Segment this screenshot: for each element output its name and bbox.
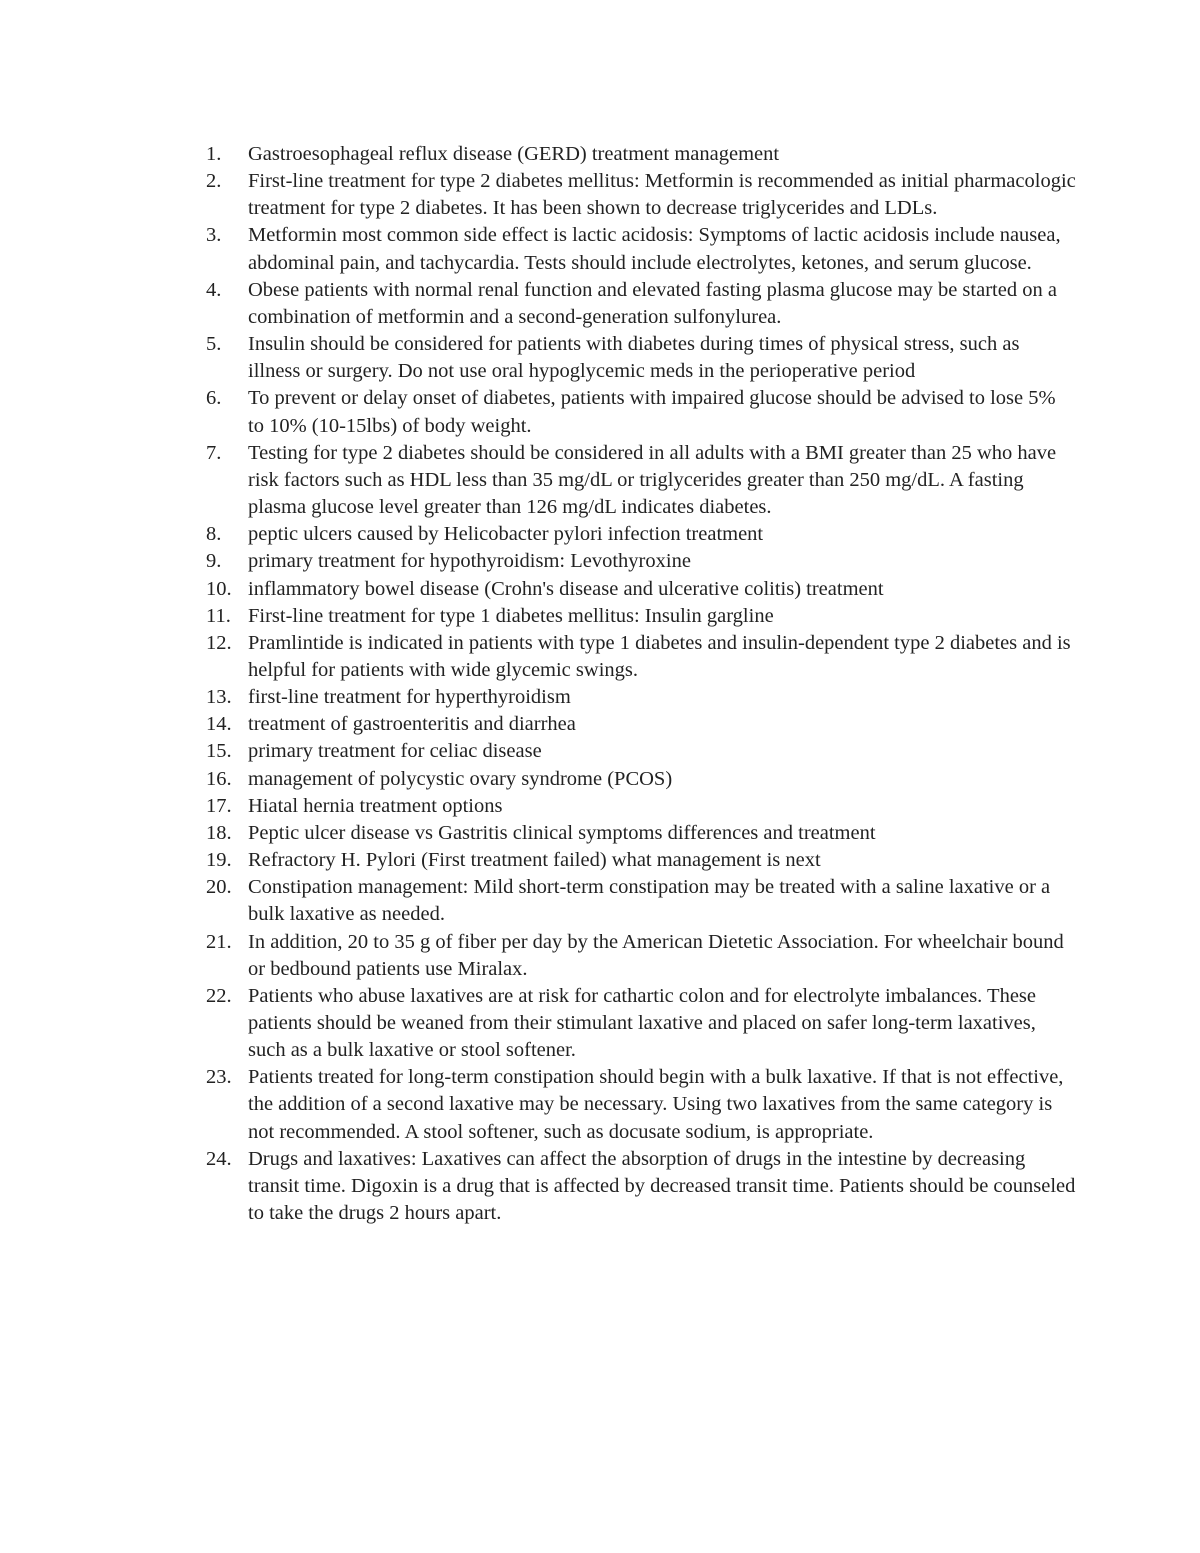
list-item <box>206 929 1076 983</box>
list-number: 12. <box>206 631 232 654</box>
list-text: Peptic ulcer disease vs Gastritis clinical symptoms differences and treatment <box>248 821 876 844</box>
list-number: 8. <box>206 523 222 546</box>
list-item <box>206 847 1076 874</box>
list-text: First-line treatment for type 2 diabetes mellitus: Metformin is recommended as initial pharmacologic treatment for type 2 diabetes. It has been shown to decrease triglycerides and LDLs. <box>248 170 1076 220</box>
list-text: inflammatory bowel disease (Crohn's disease and ulcerative colitis) treatment <box>248 577 884 600</box>
list-text: peptic ulcers caused by Helicobacter pylori infection treatment <box>248 523 764 546</box>
list-number: 14. <box>206 713 232 736</box>
list-item <box>206 521 1076 548</box>
list-text: Testing for type 2 diabetes should be considered in all adults with a BMI greater than 25 who have risk factors such as HDL less than 35 mg/dL or triglycerides greater than 250 mg/dL. A fasting plasma glucose level greater than 126 mg/dL indicates diabetes. <box>248 441 1057 519</box>
list-item <box>206 874 1076 928</box>
list-item <box>206 168 1076 222</box>
list-number: 22. <box>206 984 232 1007</box>
list-item <box>206 385 1076 439</box>
list-text: Metformin most common side effect is lactic acidosis: Symptoms of lactic acidosis include nausea, abdominal pain, and tachycardia. Tests should include electrolytes, ketones, and serum glucose. <box>248 224 1061 274</box>
list-item <box>206 440 1076 521</box>
list-number: 2. <box>206 170 222 193</box>
list-text: Pramlintide is indicated in patients with type 1 diabetes and insulin-dependent type 2 diabetes and is helpful for patients with wide glycemic swings. <box>248 631 1071 681</box>
list-number: 9. <box>206 550 222 573</box>
list-text: Constipation management: Mild short-term constipation may be treated with a saline laxative or a bulk laxative as needed. <box>248 876 1051 926</box>
list-item <box>206 820 1076 847</box>
list-number: 19. <box>206 849 232 872</box>
list-number: 23. <box>206 1066 232 1089</box>
list-number: 4. <box>206 278 222 301</box>
list-number: 6. <box>206 387 222 410</box>
list-item <box>206 1146 1076 1227</box>
list-number: 16. <box>206 767 232 790</box>
list-number: 3. <box>206 224 222 247</box>
list-item <box>206 603 1076 630</box>
list-number: 13. <box>206 686 232 709</box>
list-text: Drugs and laxatives: Laxatives can affect the absorption of drugs in the intestine by decreasing transit time. Digoxin is a drug that is affected by decreased transit time. Patients should be counseled to take the drugs 2 hours apart. <box>248 1147 1076 1225</box>
list-text: treatment of gastroenteritis and diarrhea <box>248 713 576 736</box>
list-text: To prevent or delay onset of diabetes, patients with impaired glucose should be advised to lose 5% to 10% (10-15lbs) of body weight. <box>248 387 1056 437</box>
list-item <box>206 576 1076 603</box>
list-text: First-line treatment for type 1 diabetes mellitus: Insulin gargline <box>248 604 774 627</box>
list-number: 17. <box>206 794 232 817</box>
list-number: 21. <box>206 930 232 953</box>
list-number: 7. <box>206 441 222 464</box>
list-text: management of polycystic ovary syndrome (PCOS) <box>248 767 673 790</box>
list-text: Gastroesophageal reflux disease (GERD) treatment management <box>248 143 780 165</box>
list-text: Obese patients with normal renal function and elevated fasting plasma glucose may be started on a combination of metformin and a second-generation sulfonylurea. <box>248 278 1057 328</box>
list-text: primary treatment for celiac disease <box>248 740 542 763</box>
list-text: Patients treated for long-term constipation should begin with a bulk laxative. If that is not effective, the addition of a second laxative may be necessary. Using two laxatives from the same category is not recommended. A stool softener, such as docusate sodium, is appropriate. <box>248 1066 1064 1143</box>
list-item <box>206 766 1076 793</box>
list-item <box>206 684 1076 711</box>
list-number: 24. <box>206 1147 232 1170</box>
list-item <box>206 983 1076 1064</box>
numbered-list <box>206 141 1076 1227</box>
list-number: 20. <box>206 876 232 899</box>
list-item <box>206 711 1076 738</box>
list-text: Patients who abuse laxatives are at risk for cathartic colon and for electrolyte imbalances. These patients should be weaned from their stimulant laxative and placed on safer long-term laxatives, such as a bulk laxative or stool softener. <box>248 984 1036 1062</box>
list-item <box>206 548 1076 575</box>
list-item <box>206 738 1076 765</box>
list-number: 1. <box>206 143 222 165</box>
list-item <box>206 331 1076 385</box>
list-text: Refractory H. Pylori (First treatment failed) what management is next <box>248 849 821 872</box>
list-number: 10. <box>206 577 232 600</box>
list-number: 11. <box>206 604 231 627</box>
list-text: Hiatal hernia treatment options <box>248 794 503 817</box>
list-text: Insulin should be considered for patients with diabetes during times of physical stress, such as illness or surgery. Do not use oral hypoglycemic meds in the perioperative period <box>248 333 1020 383</box>
list-item <box>206 222 1076 276</box>
list-item <box>206 630 1076 684</box>
list-item <box>206 141 1076 168</box>
list-text: In addition, 20 to 35 g of fiber per day by the American Dietetic Association. For wheelchair bound or bedbound patients use Miralax. <box>248 930 1064 980</box>
list-item <box>206 793 1076 820</box>
list-number: 18. <box>206 821 232 844</box>
list-number: 5. <box>206 333 222 356</box>
list-item <box>206 1064 1076 1145</box>
list-item <box>206 277 1076 331</box>
list-text: primary treatment for hypothyroidism: Levothyroxine <box>248 550 691 573</box>
list-number: 15. <box>206 740 232 763</box>
list-text: first-line treatment for hyperthyroidism <box>248 686 571 709</box>
